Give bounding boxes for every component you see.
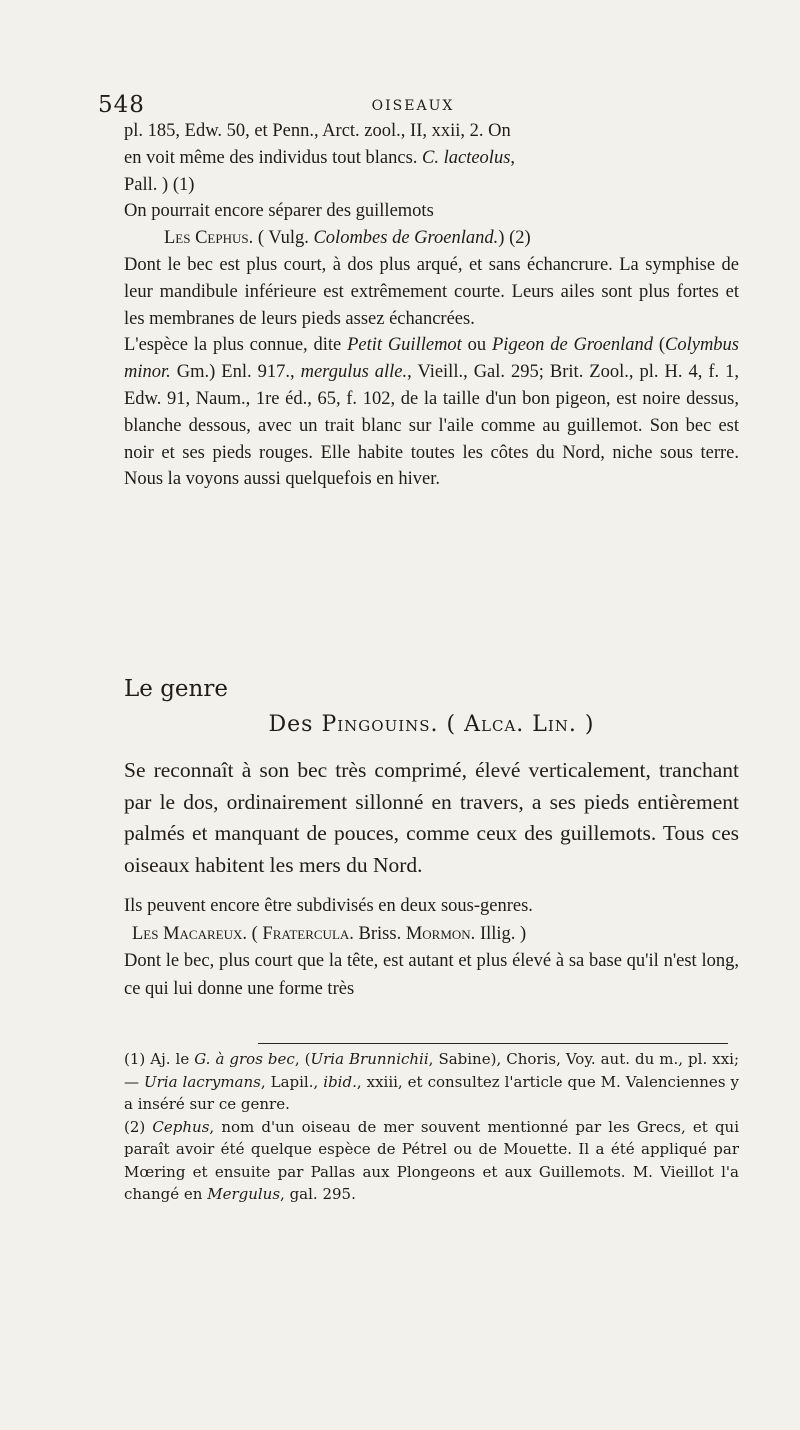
footnotes <box>124 1048 739 1206</box>
text-run: , Vieill., Gal. 295; Brit. Zool., pl. H. 4, f. 1, Edw. 91, Naum., 1re éd., 65, f. 102, de la taille d'un bon pigeon, est noire dessus, blanche dessous, avec un trait blanc sur l'aile comme au guillemot. Son bec est noir et ses pieds rouges. Elle habite toutes les côtes du Nord, niche sous terre. Nous la voyons aussi quelquefois en hiver. <box>124 362 740 490</box>
main-text-top <box>124 118 739 493</box>
latin-name: mergulus alle. <box>300 362 408 383</box>
text-run: , gal. 295. <box>280 1185 356 1203</box>
latin-name: Colymbus minor. <box>124 335 739 383</box>
subgenus-name: Les Cephus. <box>164 228 254 249</box>
paragraph-macareux <box>124 948 739 1003</box>
paragraph-text: Ils peuvent encore être subdivisés en deux sous-genres. <box>124 896 533 916</box>
author: Briss. <box>358 923 406 944</box>
genus-heading-pingouins <box>124 712 739 737</box>
text-run: ibid. <box>323 1072 357 1091</box>
text-line-4: On pourrait encore séparer des guillemots <box>124 201 434 222</box>
text-line-2: en voit même des individus tout blancs. <box>124 147 423 168</box>
text-run: Gm.) Enl. 917., <box>170 362 301 383</box>
text-line <box>124 145 739 172</box>
author: Illig. ) <box>475 923 527 944</box>
text-run: , ( <box>294 1050 311 1068</box>
footnote-1 <box>124 1048 739 1116</box>
text-line <box>124 198 739 225</box>
latin-genus: ( Fratercula. <box>247 923 359 944</box>
latin-genus: Mormon. <box>405 923 476 944</box>
subgenus-heading-cephus <box>124 225 739 252</box>
main-text-middle <box>124 755 739 881</box>
text-run: (2) <box>124 1117 153 1136</box>
text-line <box>124 118 739 145</box>
text-run: ou <box>461 335 492 356</box>
paragraph-text: Se reconnaît à son bec très comprimé, élevé verticalement, tranchant par le dos, ordinairement sillonné en travers, a ses pieds entièrement palmés et manquant de pouces, comme ceux des guillemots. Tous ces oiseaux habitent les mers du Nord. <box>124 758 739 877</box>
latin-name: Uria lacrymans <box>144 1072 261 1091</box>
text-run: , nom d'un oiseau de mer souvent mentionné par les Grecs, et qui paraît avoir été quelque espèce de Pétrel ou de Mouette. Il a été appliqué par Mœring et ensuite par Pallas aux Plongeons et aux Guillemots. M. Vieillot l'a changé en <box>124 1117 740 1203</box>
punctuation: , <box>510 147 516 168</box>
paragraph-pingouins <box>124 755 739 881</box>
running-head: OISEAUX <box>371 98 455 114</box>
text-run: , xxiii, et consultez l'article que M. Valenciennes y a inséré sur ce genre. <box>124 1072 739 1113</box>
genre-label: Le genre <box>124 676 228 702</box>
note-ref: ) (2) <box>498 228 531 249</box>
species-common-name: Petit Guillemot <box>347 335 462 356</box>
paragraph-species <box>124 332 739 493</box>
text-run: ( <box>653 335 665 356</box>
text-run: L'espèce la plus connue, dite <box>124 335 348 356</box>
text-run: (1) Aj. le <box>124 1050 195 1068</box>
paragraph-text: Dont le bec, plus court que la tête, est autant et plus élevé à sa base qu'il n'est long, ce qui lui donne une forme très <box>124 951 739 999</box>
text-line-1: pl. 185, Edw. 50, et Penn., Arct. zool., II, xxii, 2. On <box>124 121 511 141</box>
species-common-name: Pigeon de Groenland <box>492 335 653 356</box>
paragraph-subdivision <box>124 893 739 921</box>
page-number: 548 <box>98 92 145 118</box>
text-run: Des <box>268 712 322 737</box>
latin-name: Mergulus <box>207 1185 281 1203</box>
paragraph-cephus <box>124 252 739 332</box>
footnote-2 <box>124 1116 739 1206</box>
latin-genus: ( Alca. Lin. ) <box>438 712 595 737</box>
footnote-rule <box>258 1043 728 1044</box>
latin-name: Uria Brunnichii <box>310 1050 429 1068</box>
species-name: C. lacteolus <box>422 147 511 168</box>
text-run: G. à gros bec <box>194 1050 295 1068</box>
text-run: , Sabine), Choris, Voy. aut. du m., pl. xxi; — <box>124 1050 740 1091</box>
text-run: , Lapil., <box>260 1072 324 1091</box>
main-text-bottom <box>124 893 739 1003</box>
text-line <box>124 172 739 199</box>
text-line-3: Pall. ) (1) <box>124 174 195 195</box>
subgenus-heading-macareux <box>124 921 739 949</box>
vulgar-label: ( Vulg. <box>257 228 314 249</box>
common-name: Colombes de Groenland. <box>313 228 499 249</box>
latin-name: Cephus <box>152 1117 210 1136</box>
paragraph-text: Dont le bec est plus court, à dos plus arqué, et sans échancrure. La symphise de leur mandibule inférieure est extrêmement courte. Leurs ailes sont plus fortes et les membranes de leurs pieds assez échancrées. <box>124 254 739 329</box>
subgenus-name: Les Macareux. <box>132 923 248 944</box>
genus-name: Pingouins. <box>321 712 439 737</box>
